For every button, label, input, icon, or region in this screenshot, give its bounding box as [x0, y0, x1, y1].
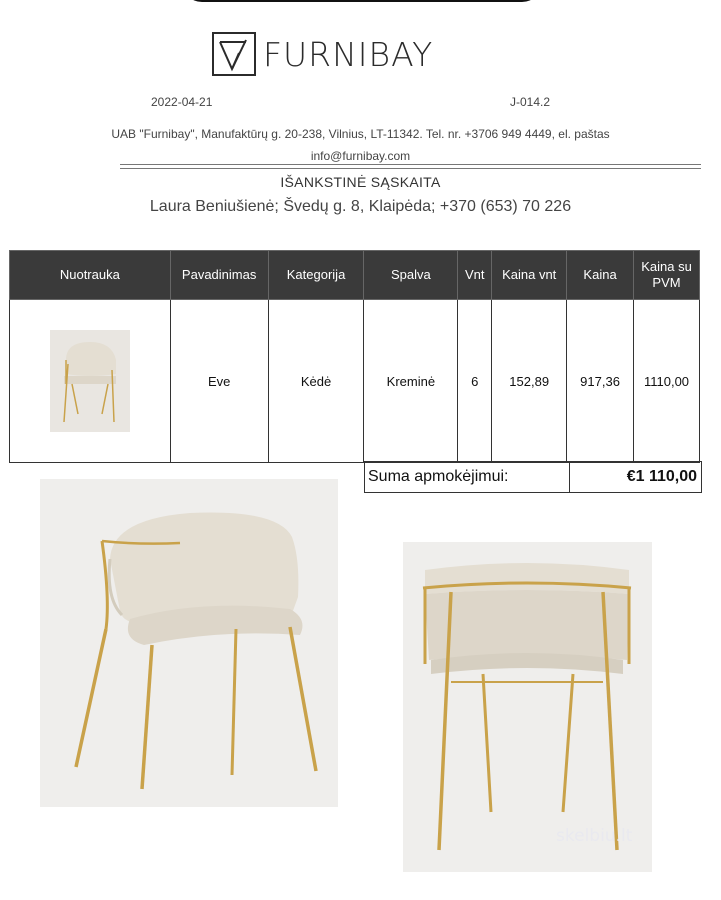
product-qty: 6 [458, 300, 492, 463]
company-address: UAB "Furnibay", Manufaktūrų g. 20-238, Vilnius, LT-11342. Tel. nr. +3706 949 4449, el. paštas [111, 127, 610, 141]
furnibay-logo [211, 31, 433, 77]
divider-line [120, 168, 701, 169]
col-header-price-vat: Kaina su PVM [634, 251, 700, 300]
total-value: €1 110,00 [626, 468, 697, 485]
product-price-vat: 1110,00 [634, 300, 700, 463]
product-price: 917,36 [567, 300, 634, 463]
total-box [364, 461, 702, 493]
product-name: Eve [170, 300, 268, 463]
document-number: J-014.2 [510, 95, 551, 109]
divider-line [120, 164, 701, 165]
col-header-unit-price: Kaina vnt [492, 251, 567, 300]
invoice-date: 2022-04-21 [151, 95, 213, 109]
logo-mark-icon [211, 31, 257, 77]
product-unit-price: 152,89 [492, 300, 567, 463]
table-header-row [10, 251, 700, 300]
client-details: Laura Beniušienė; Švedų g. 8, Klaipėda; +370 (653) 70 226 [149, 198, 572, 215]
chair-side-icon [40, 479, 338, 807]
chair-back-icon [403, 542, 652, 872]
product-thumbnail [50, 330, 130, 432]
device-top-bar [182, 0, 542, 2]
col-header-color: Spalva [364, 251, 458, 300]
chair-photo-back [403, 542, 652, 872]
watermark: skelbiu.lt [556, 826, 633, 846]
chair-thumbnail-icon [50, 330, 130, 432]
brand-name: FURNIBAY [263, 34, 434, 74]
product-category: Kėdė [268, 300, 364, 463]
col-header-category: Kategorija [268, 251, 364, 300]
company-email[interactable]: info@furnibay.com [310, 149, 411, 163]
document-title: IŠANKSTINĖ SĄSKAITA [280, 174, 441, 190]
col-header-photo: Nuotrauka [10, 251, 171, 300]
total-label: Suma apmokėjimui: [365, 462, 570, 492]
col-header-price: Kaina [567, 251, 634, 300]
company-details [0, 123, 721, 167]
col-header-name: Pavadinimas [170, 251, 268, 300]
items-table [9, 250, 700, 463]
product-color: Kreminė [364, 300, 458, 463]
table-row [10, 300, 700, 463]
col-header-qty: Vnt [458, 251, 492, 300]
chair-photo-side [40, 479, 338, 807]
product-photo-cell [10, 300, 171, 463]
